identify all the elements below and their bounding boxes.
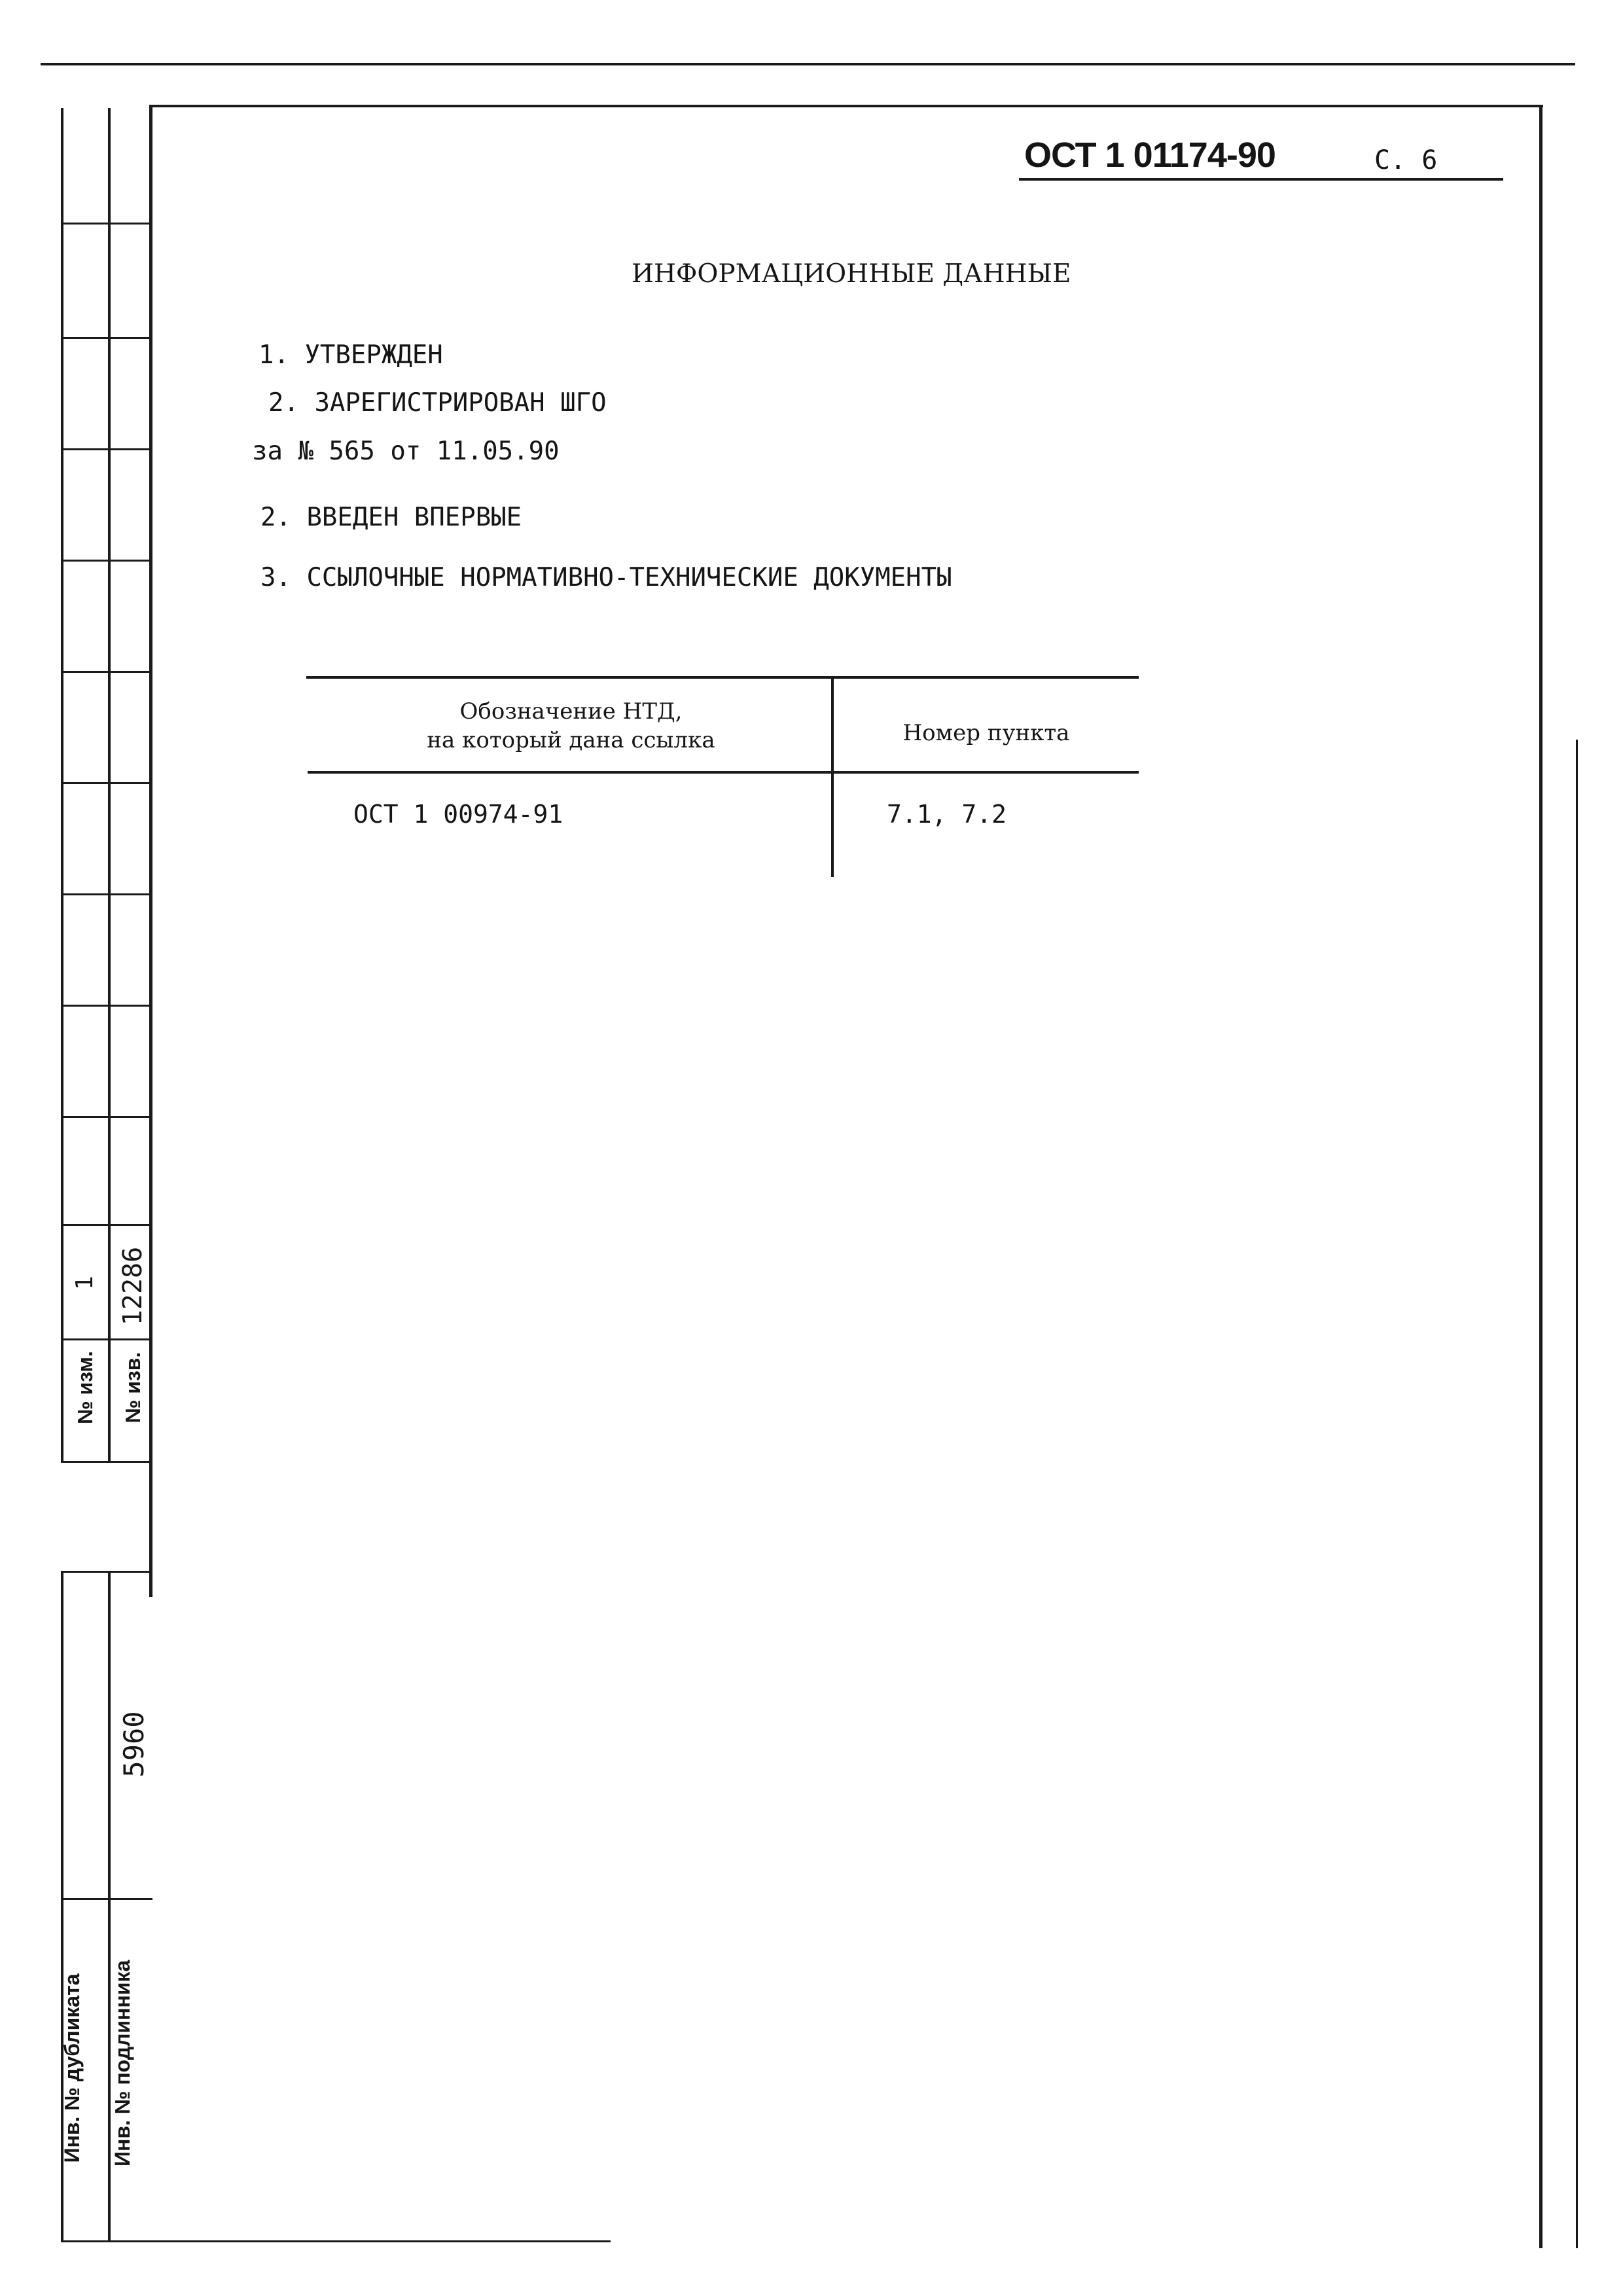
frame-right-outer-line bbox=[1576, 740, 1578, 2248]
table-header-rule bbox=[308, 771, 1139, 774]
list-item-reference-docs: 3. ССЫЛОЧНЫЕ НОРМАТИВНО-ТЕХНИЧЕСКИЕ ДОКУМЕНТЫ bbox=[260, 563, 952, 592]
stamp-divider bbox=[61, 1898, 152, 1900]
orig-inv-label: Инв. № подлинника bbox=[111, 1960, 134, 2166]
margin-cell-12 bbox=[61, 1461, 151, 1463]
frame-left-border bbox=[149, 105, 152, 1597]
frame-right-border bbox=[1539, 105, 1543, 2248]
frame-top-border bbox=[149, 105, 1543, 107]
margin-cell-3 bbox=[61, 448, 151, 450]
top-rule bbox=[41, 63, 1575, 65]
margin-cell-8 bbox=[61, 1005, 151, 1007]
table-header-designation: Обозначение НТД, на который дана ссылка bbox=[427, 698, 715, 753]
page-number: С. 6 bbox=[1374, 145, 1438, 175]
notice-no-value: 12286 bbox=[118, 1246, 148, 1326]
margin-cell-1 bbox=[61, 223, 151, 224]
margin-col-mid bbox=[108, 108, 111, 1463]
margin-cell-4 bbox=[61, 560, 151, 562]
change-no-label: № изм. bbox=[73, 1351, 97, 1424]
stamp-top bbox=[61, 1571, 152, 1573]
margin-cell-10 bbox=[61, 1224, 151, 1226]
margin-cell-2 bbox=[61, 337, 151, 339]
margin-col-left bbox=[61, 108, 63, 1463]
margin-cell-9 bbox=[61, 1116, 151, 1118]
table-cell-designation: ОСТ 1 00974-91 bbox=[353, 800, 563, 829]
table-header-clause: Номер пункта bbox=[902, 720, 1070, 746]
list-item-registration-number: за № 565 от 11.05.90 bbox=[252, 437, 560, 466]
notice-no-label: № изв. bbox=[121, 1352, 145, 1424]
change-no-value: 1 bbox=[71, 1276, 98, 1290]
section-title: ИНФОРМАЦИОННЫЕ ДАННЫЕ bbox=[632, 259, 1071, 289]
dup-inv-label: Инв. № дубликата bbox=[60, 1973, 84, 2163]
stamp-bottom bbox=[61, 2240, 611, 2242]
list-item-approved: 1. УТВЕРЖДЕН bbox=[259, 340, 443, 370]
header-underline bbox=[1019, 178, 1503, 181]
document-code: ОСТ 1 01174-90 bbox=[1024, 135, 1275, 175]
margin-cell-7 bbox=[61, 893, 151, 895]
margin-cell-5 bbox=[61, 671, 151, 673]
list-item-introduced: 2. ВВЕДЕН ВПЕРВЫЕ bbox=[260, 503, 522, 532]
orig-inv-value: 5960 bbox=[118, 1711, 150, 1778]
table-top-rule bbox=[306, 676, 1139, 679]
table-column-divider bbox=[831, 677, 834, 877]
list-item-registered: 2. ЗАРЕГИСТРИРОВАН ШГО bbox=[268, 388, 607, 418]
table-cell-clause: 7.1, 7.2 bbox=[887, 800, 1007, 829]
margin-cell-6 bbox=[61, 782, 151, 784]
